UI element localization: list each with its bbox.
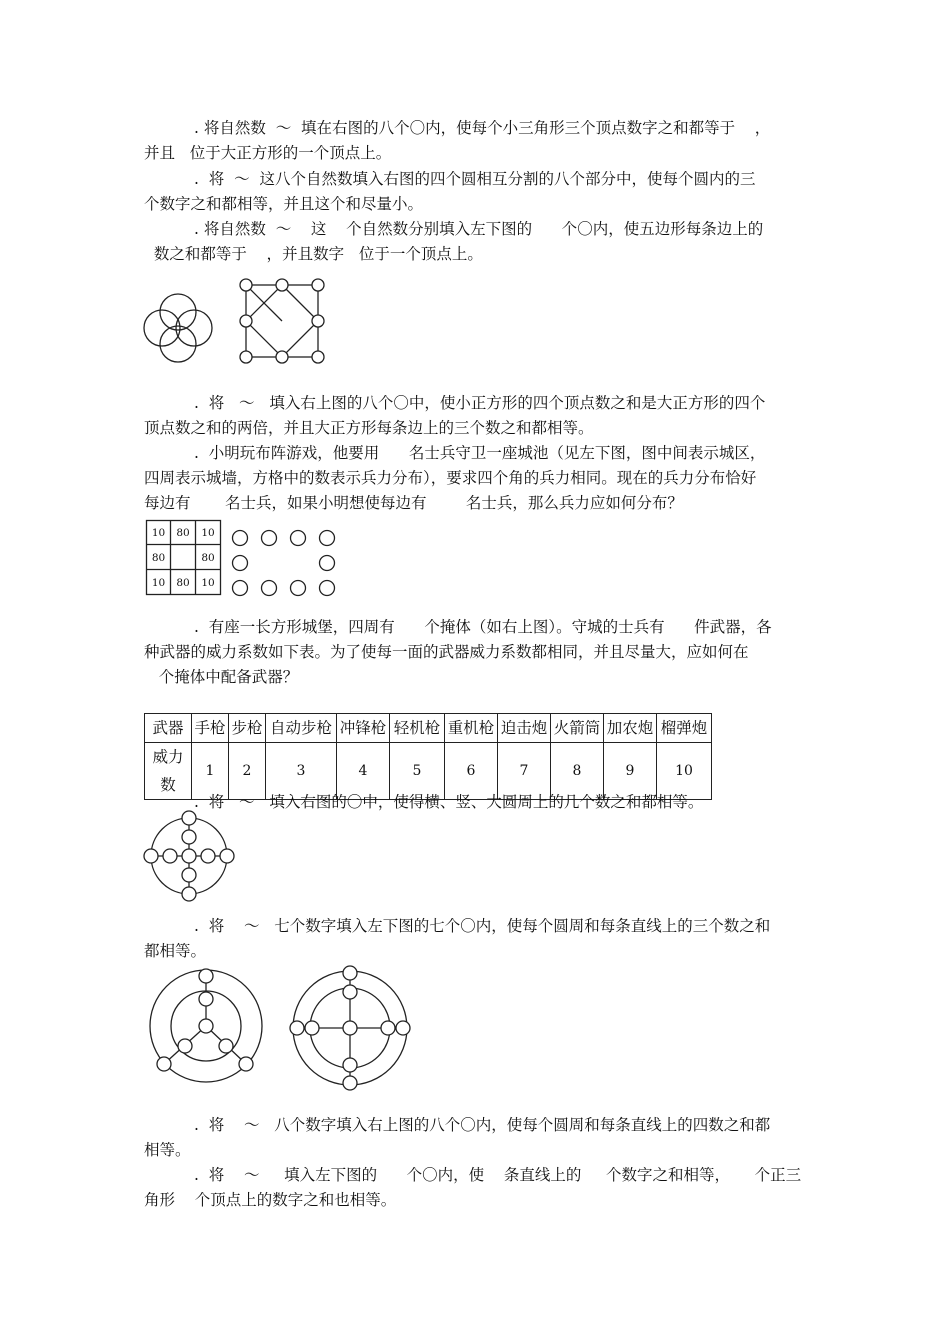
grid-cell: 80 (151, 552, 166, 564)
power-label: 威力数 (145, 743, 192, 800)
power-value: 10 (657, 743, 712, 800)
problem-1-line-2: 并且 位于大正方形的一个顶点上。 (144, 144, 392, 162)
weapon-header-label: 武器 (145, 714, 192, 743)
weapons-row (145, 714, 712, 743)
problem-2-line-1: . 将 ～ 这八个自然数填入右图的四个圆相互分割的八个部分中，使每个圆内的三 (194, 170, 756, 188)
power-value: 7 (498, 743, 551, 800)
grid-cell: 80 (201, 552, 215, 564)
problem-1-line-1: . 将自然数 ～ 填在右图的八个〇内，使每个小三角形三个顶点数字之和都等于 ， (194, 119, 771, 137)
problem-9-line-2: 相等。 (144, 1141, 191, 1159)
power-value: 9 (604, 743, 657, 800)
problem-8-line-2: 都相等。 (144, 942, 207, 960)
problem-4-line-1: . 将 ～ 填入右上图的八个〇中，使小正方形的四个顶点数之和是大正方形的四个 (194, 394, 766, 412)
weapon-name: 冲锋枪 (337, 714, 390, 743)
grid-cell: 80 (176, 527, 190, 539)
grid-cell: 10 (201, 577, 215, 589)
problem-5-line-2: 四周表示城墙，方格中的数表示兵力分布），要求四个角的兵力相同。现在的兵力分布恰好 (144, 469, 757, 487)
four-circles-figure (140, 290, 216, 366)
problem-5-line-1: . 小明玩布阵游戏，他要用 名士兵守卫一座城池（见左下图，图中间表示城区， (194, 444, 766, 462)
weapon-name: 轻机枪 (390, 714, 445, 743)
weapon-name: 榴弹炮 (657, 714, 712, 743)
problem-10-line-2: 角形 个顶点上的数字之和也相等。 (144, 1191, 397, 1209)
concentric-three-spokes-figure (148, 966, 270, 1078)
power-value: 8 (551, 743, 604, 800)
grid-cell: 10 (151, 577, 166, 589)
problem-9-line-1: . 将 ～ 八个数字填入右上图的八个〇内，使每个圆周和每条直线上的四数之和都 (194, 1116, 771, 1134)
weapons-table (144, 713, 712, 800)
problem-8-line-1: . 将 ～ 七个数字填入左下图的七个〇内，使每个圆周和每条直线上的三个数之和 (194, 917, 771, 935)
power-value: 3 (266, 743, 337, 800)
bunker-circles-figure (228, 526, 338, 598)
weapon-name: 手枪 (192, 714, 229, 743)
soldier-grid-figure (146, 520, 222, 596)
problem-3-line-1: . 将自然数 ～ 这 个自然数分别填入左下图的 个〇内，使五边形每条边上的 (194, 220, 764, 238)
problem-5-line-3: 每边有 名士兵，如果小明想使每边有 名士兵，那么兵力应如何分布？ (144, 494, 683, 512)
grid-cell: 80 (176, 577, 190, 589)
problem-2-line-2: 个数字之和都相等，并且这个和尽量小。 (144, 195, 424, 213)
problem-6-line-2: 种武器的威力系数如下表。为了使每一面的武器威力系数都相同，并且尽量大，应如何在 (144, 643, 749, 661)
weapon-name: 迫击炮 (498, 714, 551, 743)
power-value: 1 (192, 743, 229, 800)
square-octagon-figure (236, 278, 326, 368)
power-value: 5 (390, 743, 445, 800)
problem-4-line-2: 顶点数之和的两倍，并且大正方形每条边上的三个数之和都相等。 (144, 419, 594, 437)
concentric-cross-figure (287, 964, 413, 1090)
weapon-name: 重机枪 (445, 714, 498, 743)
grid-cell: 10 (201, 527, 215, 539)
weapon-name: 火箭筒 (551, 714, 604, 743)
problem-6-line-3: 个掩体中配备武器？ (144, 668, 299, 686)
grid-cell: 10 (151, 527, 166, 539)
problem-3-line-2: 数之和都等于 ，并且数字 位于一个顶点上。 (144, 245, 483, 263)
weapon-name: 自动步枪 (266, 714, 337, 743)
circle-cross-figure (142, 812, 238, 908)
problem-6-line-1: . 有座一长方形城堡，四周有 个掩体（如右上图）。守城的士兵有 件武器，各 (194, 618, 772, 636)
power-value: 2 (229, 743, 266, 800)
power-value: 4 (337, 743, 390, 800)
problem-7-line-1: . 将 ～ 填入右图的〇中，使得横、竖、大圆周上的几个数之和都相等。 (194, 793, 704, 811)
power-value: 6 (445, 743, 498, 800)
weapon-name: 步枪 (229, 714, 266, 743)
weapon-name: 加农炮 (604, 714, 657, 743)
problem-10-line-1: . 将 ～ 填入左下图的 个〇内，使 条直线上的 个数字之和相等， 个正三 (194, 1166, 802, 1184)
